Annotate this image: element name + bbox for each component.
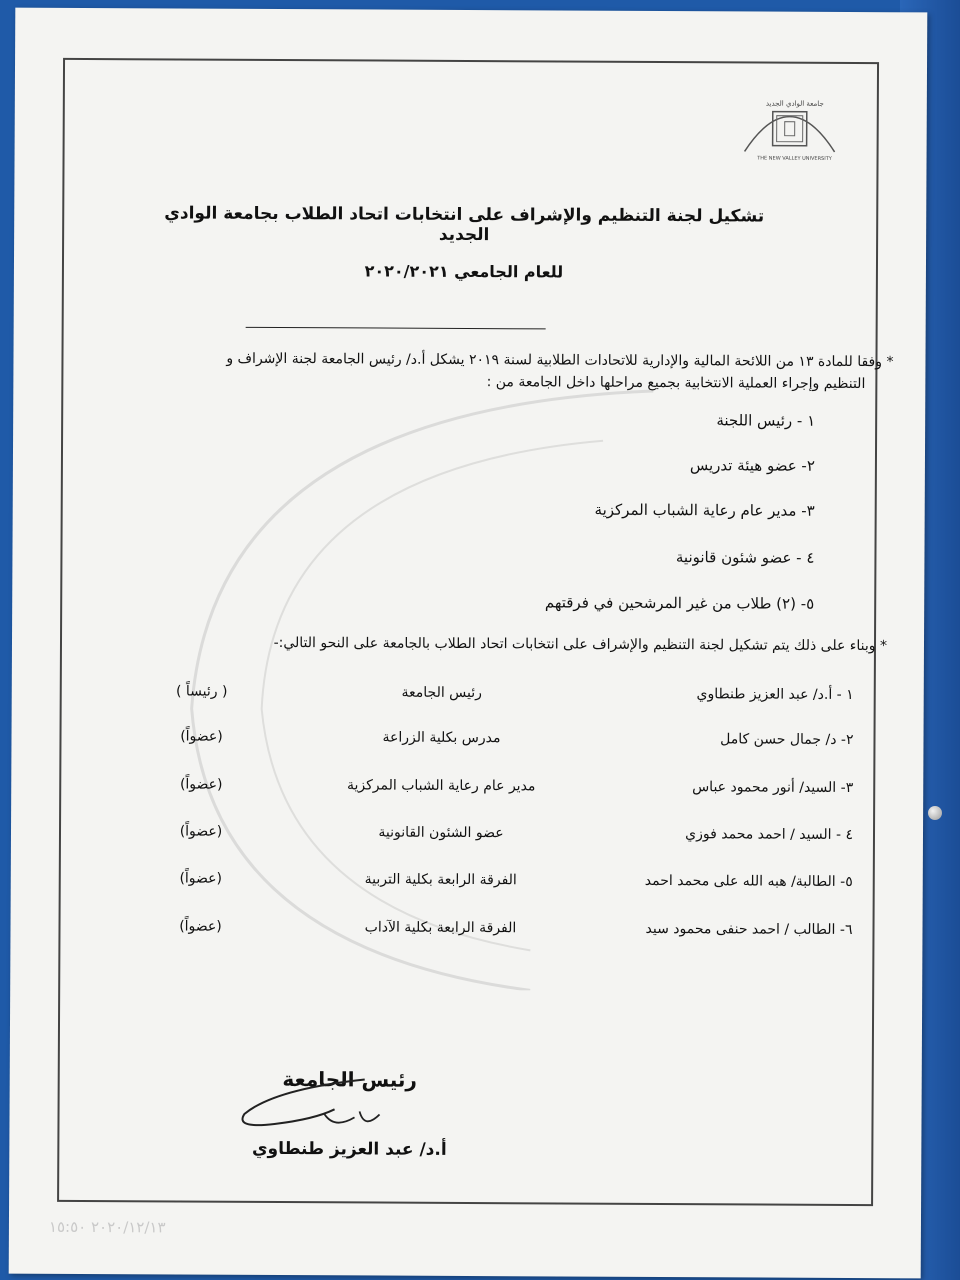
- member-template-item: ٢- عضو هيئة تدريس: [689, 456, 815, 475]
- intro-line-2: التنظيم وإجراء العملية الانتخابية بجميع مراحلها داخل الجامعة من :: [486, 374, 866, 393]
- member-position: مدرس بكلية الزراعة: [382, 729, 501, 747]
- university-logo: [735, 91, 845, 162]
- signature-name: أ.د/ عبد العزيز طنطاوي: [251, 1138, 447, 1160]
- folder-rivet: [928, 806, 942, 820]
- committee-row: [10, 918, 922, 947]
- member-name: ٤ - السيد / احمد محمد فوزي: [685, 826, 854, 844]
- member-position: رئيس الجامعة: [401, 684, 482, 702]
- member-position: عضو الشئون القانونية: [378, 824, 504, 842]
- decision-line: * وبناء على ذلك يتم تشكيل لجنة التنظيم والإشراف على انتخابات اتحاد الطلاب بالجامعة على النحو التالي:-: [273, 634, 888, 655]
- member-role: (عضواً): [179, 776, 223, 793]
- committee-row: [11, 823, 923, 852]
- signature-title: رئيس الجامعة: [282, 1067, 418, 1092]
- logo-text-en: THE NEW VALLEY UNIVERSITY: [757, 155, 832, 162]
- member-template-item: ١ - رئيس اللجنة: [716, 411, 816, 430]
- photo-timestamp: ٢٠٢٠/١٢/١٣ ١٥:٥٠: [48, 1217, 166, 1237]
- committee-row: [11, 776, 923, 805]
- member-name: ٥- الطالبة/ هبه الله على محمد احمد: [644, 872, 853, 891]
- document-title: تشكيل لجنة التنظيم والإشراف على انتخابات اتحاد الطلاب بجامعة الوادي الجديد: [164, 203, 765, 246]
- member-name: ٦- الطالب / احمد حنفى محمود سيد: [645, 920, 853, 939]
- committee-row: [11, 870, 923, 899]
- member-role: ( رئيساً ): [175, 683, 228, 700]
- member-template-item: ٣- مدير عام رعاية الشباب المركزية: [594, 500, 815, 520]
- member-position: الفرقة الرابعة بكلية التربية: [364, 871, 517, 889]
- member-role: (عضواً): [180, 728, 223, 745]
- committee-row: [11, 728, 923, 757]
- handwritten-signature: [214, 1069, 394, 1140]
- logo-text: جامعة الوادي الجديد: [765, 99, 824, 108]
- member-name: ٣- السيد/ أنور محمود عباس: [692, 779, 854, 797]
- member-role: (عضواً): [179, 918, 222, 935]
- member-template-item: ٤ - عضو شئون قانونية: [675, 548, 815, 567]
- member-name: ٢- د/ جمال حسن كامل: [720, 731, 854, 749]
- document-subtitle: للعام الجامعي ٢٠٢٠/٢٠٢١: [364, 261, 564, 282]
- member-template-item: ٥- (٢) طلاب من غير المرشحين في فرقتهم: [544, 593, 815, 613]
- document-page: [9, 8, 928, 1279]
- member-position: مدير عام رعاية الشباب المركزية: [346, 777, 536, 795]
- committee-row: [12, 683, 924, 712]
- member-role: (عضواً): [179, 870, 223, 887]
- member-role: (عضواً): [179, 823, 223, 840]
- member-name: ١ - أ.د/ عبد العزيز طنطاوي: [696, 686, 854, 704]
- intro-line-1: * وفقا للمادة ١٣ من اللائحة المالية والإدارية للاتحادات الطلابية لسنة ٢٠١٩ يشكل أ.د/ رئيس الجامعة لجنة الإشراف و: [226, 350, 894, 371]
- member-position: الفرقة الرابعة بكلية الآداب: [364, 919, 517, 937]
